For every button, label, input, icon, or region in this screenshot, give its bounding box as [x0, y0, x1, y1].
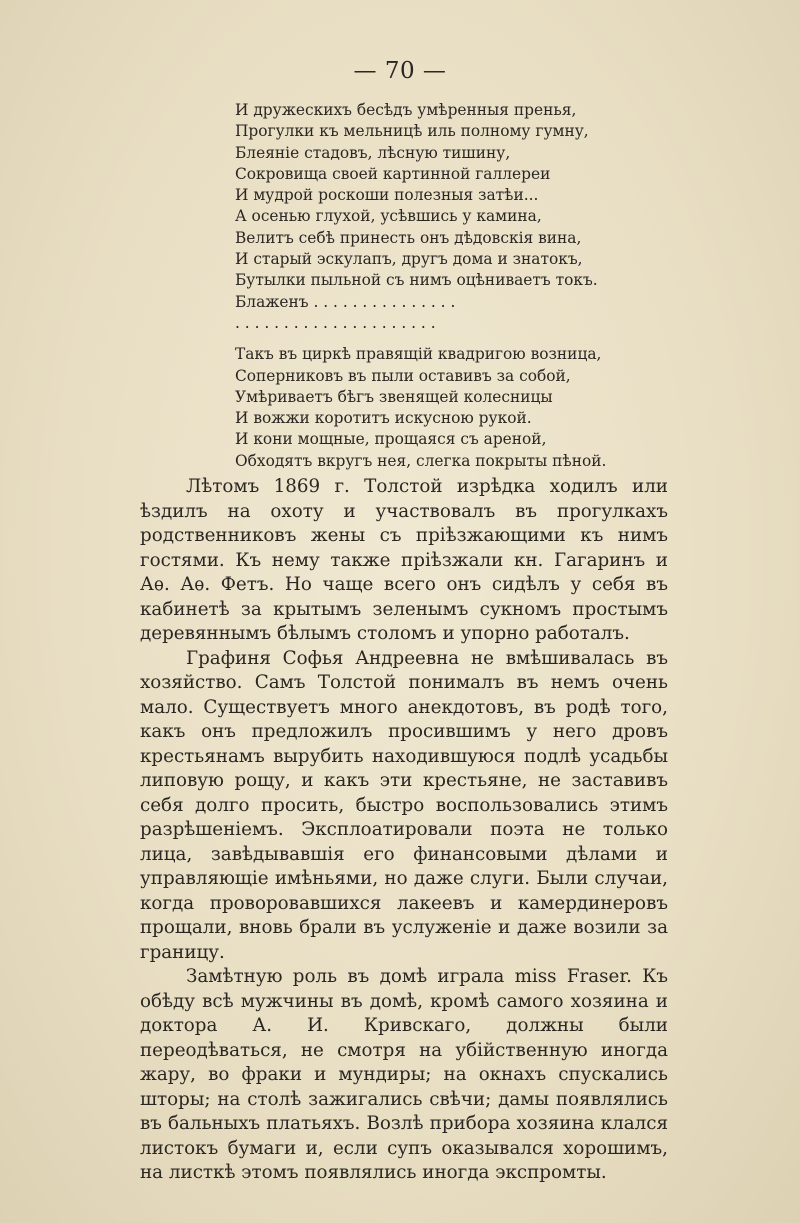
poem-line: Такъ въ циркѣ правящiй квадригою возница, [235, 345, 602, 364]
paragraph: Замѣтную роль въ домѣ играла miss Fraser. Къ обѣду всѣ мужчины въ домѣ, кромѣ самого хозяина и доктора А. И. Кривскаго, должны были переодѣваться, не смотря на убiйственную иногда жару, во фраки и мундиры; на окнахъ спускались шторы; на столѣ зажигались свѣчи; дамы появлялись въ бальныхъ платьяхъ. Возлѣ прибора хозяина клался листокъ бумаги и, если супъ оказывался хорошимъ, на листкѣ этомъ появлялись иногда экспромты. [140, 966, 668, 1183]
stanza-gap [235, 334, 655, 344]
poem-line: Прогулки къ мельницѣ иль полному гумну, [235, 122, 589, 141]
poem-line: И кони мощные, прощаяся съ ареной, [235, 430, 547, 449]
poem-line: Сокровища своей картинной галлереи [235, 164, 551, 183]
poem-line: Велитъ себѣ принесть онъ дѣдовскiя вина, [235, 228, 582, 247]
poem-line: Блеянiе стадовъ, лѣсную тишину, [235, 143, 511, 162]
poem-line: И мудрой роскоши полезныя затѣи... [235, 186, 539, 205]
paragraph: Графиня Софья Андреевна не вмѣшивалась въ хозяйство. Самъ Толстой понималъ въ немъ очень мало. Существуетъ много анекдотовъ, въ родѣ того, какъ онъ предложилъ просившимъ у него дровъ крестьянамъ вырубить находившуюся подлѣ усадьбы липовую рощу, и какъ эти крестьяне, не заставивъ себя долго просить, быстро воспользовались этимъ разрѣшенiемъ. Эксплоатировали поэта не только лица, завѣдывавшiя его финансовыми дѣлами и управляющiе имѣньями, но даже слуги. Были случаи, когда проворовавшихся лакеевъ и камердинеровъ прощали, вновь брали въ услуженiе и даже возили за границу. [140, 647, 668, 963]
poem-line: Бутылки пыльной съ нимъ оцѣниваетъ токъ. [235, 271, 598, 290]
poem-block [235, 100, 655, 472]
page-number: — 70 — [353, 58, 447, 84]
poem-line: И вожжи коротитъ искусною рукой. [235, 409, 532, 428]
poem-line-ellipsis: Блаженъ . . . . . . . . . . . . . . . [235, 292, 456, 311]
poem-line: И дружескихъ бесѣдъ умѣренныя пренья, [235, 101, 577, 119]
paragraph: Лѣтомъ 1869 г. Толстой изрѣдка ходилъ или ѣздилъ на охоту и участвовалъ въ прогулкахъ родственниковъ жены съ прiѣзжающими къ нимъ гостями. Къ нему также прiѣзжали кн. Гагаринъ и Аѳ. Аѳ. Фетъ. Но чаще всего онъ сидѣлъ у себя въ кабинетѣ за крытымъ зеленымъ сукномъ простымъ деревяннымъ бѣлымъ столомъ и упорно работалъ. [140, 476, 668, 644]
prose-block [140, 475, 668, 1186]
poem-line-ellipsis: . . . . . . . . . . . . . . . . . . . . . [235, 313, 436, 332]
poem-line: Умѣриваетъ бѣгъ звенящей колесницы [235, 387, 553, 406]
poem-line: Соперниковъ въ пыли оставивъ за собой, [235, 366, 571, 385]
poem-line: Обходятъ вкругъ нея, слегка покрыты пѣной. [235, 451, 607, 470]
poem-line: И старый эскулапъ, другъ дома и знатокъ, [235, 250, 583, 269]
poem-line: А осенью глухой, усѣвшись у камина, [235, 207, 542, 226]
